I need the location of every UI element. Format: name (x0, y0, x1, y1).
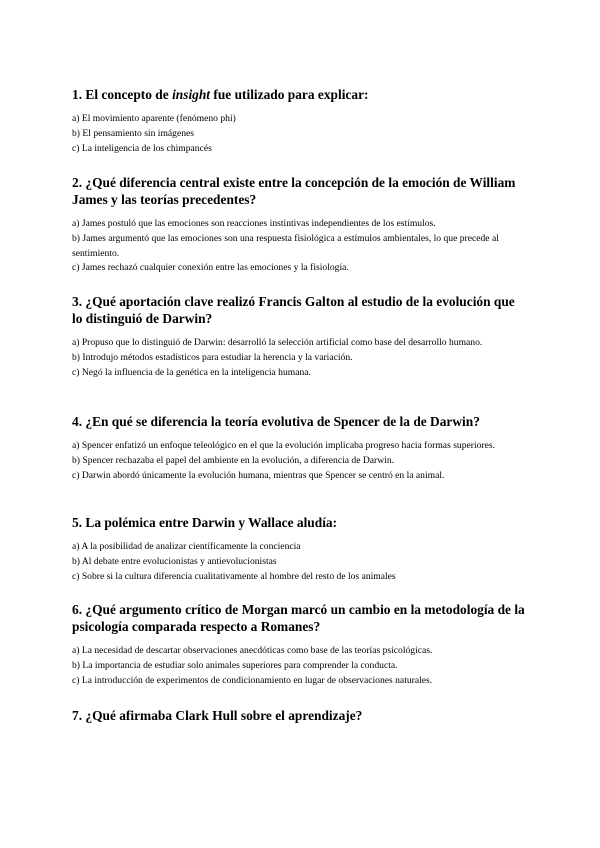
question-1-title-pre: 1. El concepto de (72, 87, 173, 102)
question-6-title: 6. ¿Qué argumento crítico de Morgan marcó un cambio en la metodología de la psicología comparada respecto a Romanes? (72, 602, 525, 634)
question-7 (72, 707, 528, 724)
question-4-title: 4. ¿En qué se diferencia la teoría evolutiva de Spencer de la de Darwin? (72, 414, 480, 429)
question-1 (72, 86, 528, 156)
question-3-title: 3. ¿Qué aportación clave realizó Francis Galton al estudio de la evolución que lo distinguió de Darwin? (72, 294, 515, 326)
question-1-title-post: fue utilizado para explicar: (210, 87, 369, 102)
question-1-title (72, 86, 528, 103)
question-1-title-emphasis: insight (172, 87, 211, 102)
option-b: b) Spencer rechazaba el papel del ambiente en la evolución, a diferencia de Darwin. (72, 454, 395, 466)
option-c: c) La introducción de experimentos de condicionamiento en lugar de observaciones naturales. (72, 674, 433, 686)
option-b: b) Al debate entre evolucionistas y antievolucionistas (72, 555, 277, 567)
option-a: a) James postuló que las emociones son reacciones instintivas independientes de los estímulos. (72, 218, 436, 229)
question-3 (72, 293, 528, 380)
option-b: b) Introdujo métodos estadísticos para estudiar la herencia y la variación. (72, 351, 353, 363)
question-7-title: 7. ¿Qué afirmaba Clark Hull sobre el aprendizaje? (72, 708, 363, 723)
option-c: c) James rechazó cualquier conexión entre las emociones y la fisiología. (72, 262, 349, 274)
question-5-options (72, 540, 528, 584)
option-b: b) El pensamiento sin imágenes (72, 127, 195, 139)
option-a: a) Spencer enfatizó un enfoque teleológico en el que la evolución implicaba progreso hacia formas superiores. (72, 440, 496, 451)
option-b: b) James argumentó que las emociones son una respuesta fisiológica a estímulos ambientales, lo que precede al sentimiento. (72, 232, 499, 259)
question-4 (72, 413, 528, 483)
option-a: a) El movimiento aparente (fenómeno phi) (72, 113, 236, 124)
option-c: c) Negó la influencia de la genética en la inteligencia humana. (72, 366, 311, 378)
option-c: c) Darwin abordó únicamente la evolución humana, mientras que Spencer se centró en la animal. (72, 469, 445, 481)
option-c: c) Sobre si la cultura diferencia cualitativamente al hombre del resto de los animales (72, 570, 396, 582)
question-3-options (72, 336, 528, 380)
option-a: a) A la posibilidad de analizar científicamente la conciencia (72, 541, 301, 552)
question-2-title: 2. ¿Qué diferencia central existe entre la concepción de la emoción de William James y las teorías precedentes? (72, 175, 516, 207)
option-c: c) La inteligencia de los chimpancés (72, 142, 212, 154)
option-b: b) La importancia de estudiar solo animales superiores para comprender la conducta. (72, 659, 398, 671)
option-a: a) La necesidad de descartar observaciones anecdóticas como base de las teorías psicológicas. (72, 645, 433, 656)
option-a: a) Propuso que lo distinguió de Darwin: desarrolló la selección artificial como base del desarrollo humano. (72, 337, 483, 348)
question-5 (72, 514, 528, 584)
question-4-options (72, 439, 528, 483)
question-6-options (72, 644, 528, 688)
question-1-options (72, 112, 528, 156)
question-2 (72, 174, 528, 276)
question-5-title: 5. La polémica entre Darwin y Wallace aludía: (72, 515, 338, 530)
question-6 (72, 601, 528, 688)
question-2-options (72, 217, 528, 276)
